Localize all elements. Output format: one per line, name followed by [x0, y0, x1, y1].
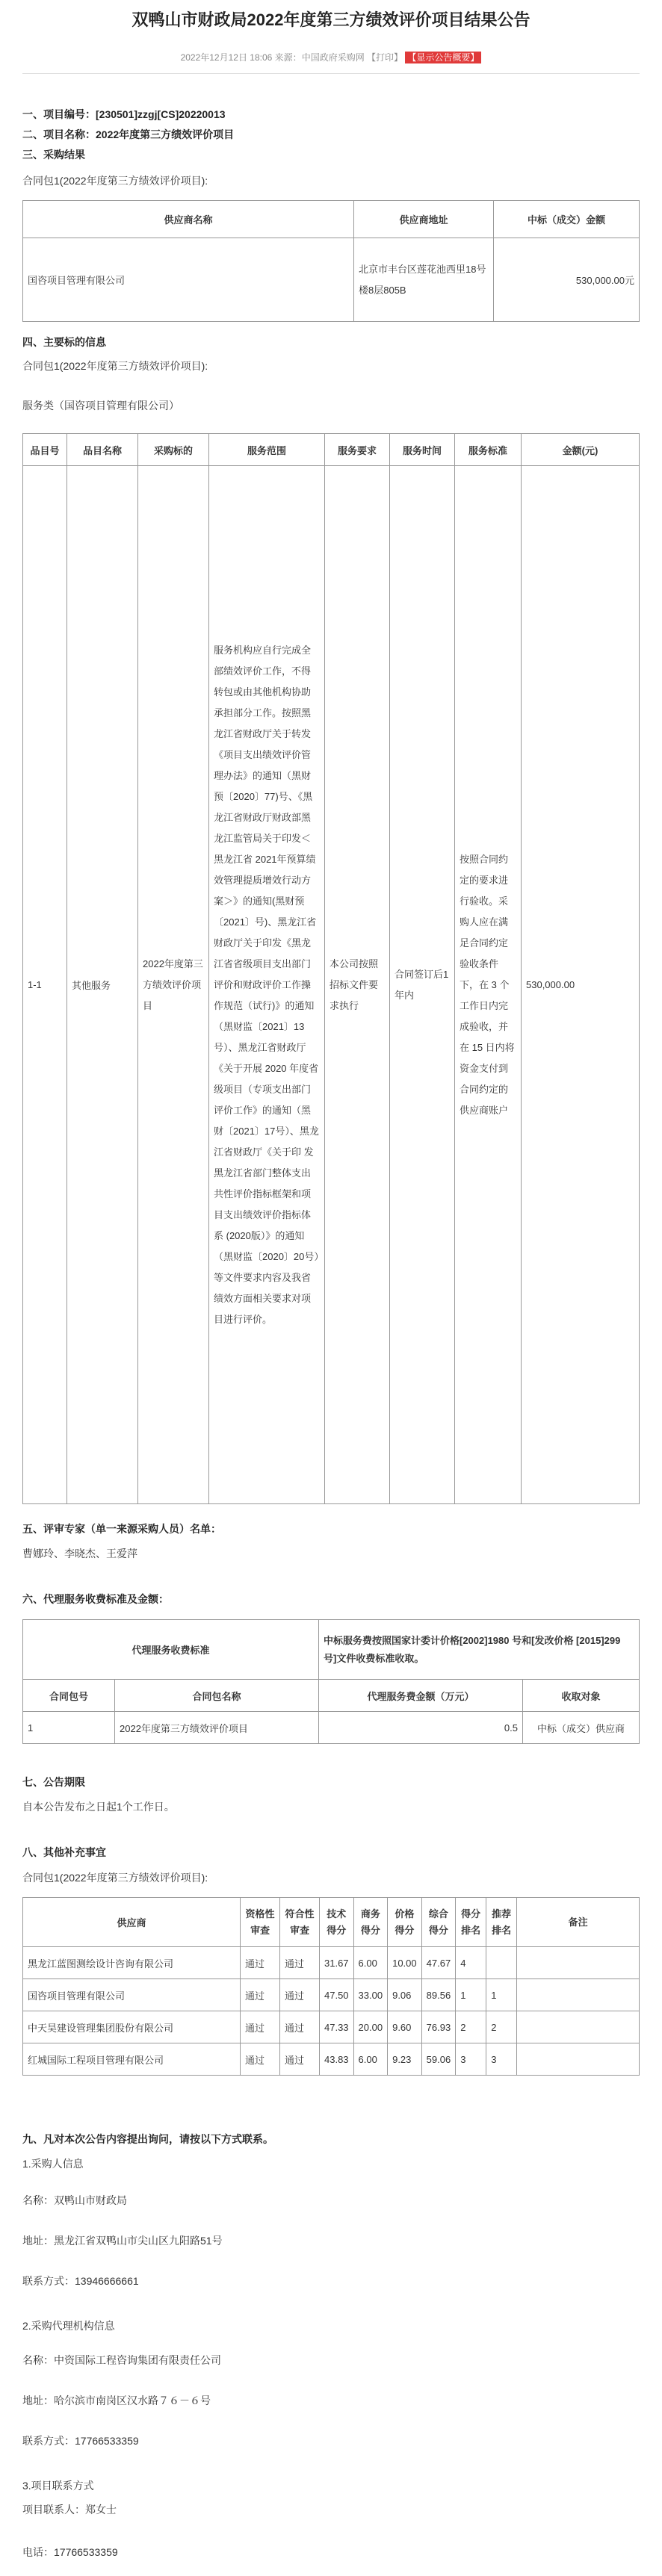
- eval-header-business: 商务得分: [353, 1898, 388, 1947]
- eval-cell: 6.00: [353, 2043, 388, 2076]
- section-title-contact: 九、凡对本次公告内容提出询问，请按以下方式联系。: [22, 2133, 273, 2145]
- eval-cell: 9.06: [388, 1979, 422, 2011]
- eval-cell: 3: [456, 2043, 486, 2076]
- subject-header-target: 采购标的: [138, 434, 209, 466]
- eval-cell: 9.60: [388, 2011, 422, 2043]
- subject-cell-no: 1-1: [23, 466, 67, 1504]
- table-row: [23, 2011, 640, 2043]
- fee-table: [22, 1619, 640, 1744]
- section-title-period: 七、公告期限: [22, 1776, 85, 1788]
- eval-cell: 47.33: [320, 2011, 354, 2043]
- subject-cell-amount: 530,000.00: [522, 466, 640, 1504]
- eval-cell: 59.06: [421, 2043, 456, 2076]
- eval-cell: 通过: [241, 1979, 280, 2011]
- fee-cell-amount: 0.5: [319, 1712, 523, 1744]
- eval-cell: 89.56: [421, 1979, 456, 2011]
- subject-cell-name: 其他服务: [67, 466, 138, 1504]
- section-title-fee: 六、代理服务收费标准及金额：: [22, 1593, 169, 1605]
- eval-cell: 3: [486, 2043, 517, 2076]
- source-label: 来源：: [274, 52, 302, 63]
- fee-cell-package-no: 1: [23, 1712, 115, 1744]
- subject-header-time: 服务时间: [390, 434, 455, 466]
- subject-cell-standard: 按照合同约定的要求进行验收。采购人应在满足合同约定验收条件下，在 3 个工作日内完成验收，并在 15 日内将资金支付到合同约定的供应商账户: [455, 466, 522, 1504]
- buyer-name: 名称：双鸭山市财政局: [22, 2194, 127, 2206]
- eval-cell: 通过: [280, 1979, 320, 2011]
- eval-cell: 中天昊建设管理集团股份有限公司: [23, 2011, 241, 2043]
- subject-package-label: 合同包1(2022年度第三方绩效评价项目):: [22, 360, 208, 372]
- title-divider: [22, 73, 640, 74]
- eval-cell: 47.67: [421, 1947, 456, 1979]
- subject-header-no: 品目号: [23, 434, 67, 466]
- eval-header-total: 综合得分: [421, 1898, 456, 1947]
- project-contact-title: 3.项目联系方式: [22, 2480, 94, 2492]
- project-contact-person: 项目联系人：郑女士: [22, 2504, 117, 2516]
- eval-cell: 黑龙江蓝图测绘设计咨询有限公司: [23, 1947, 241, 1979]
- eval-cell: 2: [456, 2011, 486, 2043]
- eval-header-qualification: 资格性审查: [241, 1898, 280, 1947]
- eval-cell: 6.00: [353, 1947, 388, 1979]
- table-row: [23, 2043, 640, 2076]
- section-title-subject: 四、主要标的信息: [22, 336, 106, 348]
- results-package-label: 合同包1(2022年度第三方绩效评价项目):: [22, 175, 208, 187]
- subject-header-requirement: 服务要求: [325, 434, 390, 466]
- eval-cell: 2: [486, 2011, 517, 2043]
- evaluation-table: [22, 1897, 640, 2076]
- other-package-label: 合同包1(2022年度第三方绩效评价项目):: [22, 1872, 208, 1884]
- eval-header-compliance: 符合性审查: [280, 1898, 320, 1947]
- eval-header-supplier: 供应商: [23, 1898, 241, 1947]
- results-table: [22, 200, 640, 322]
- eval-cell: 通过: [241, 1947, 280, 1979]
- publish-date: 2022年12月12日 18:06: [180, 52, 273, 63]
- table-row: [23, 1979, 640, 2011]
- results-header-amount: 中标（成交）金额: [494, 201, 640, 238]
- subject-cell-target: 2022年度第三方绩效评价项目: [138, 466, 209, 1504]
- page-title: 双鸭山市财政局2022年度第三方绩效评价项目结果公告: [132, 10, 530, 29]
- eval-cell: 43.83: [320, 2043, 354, 2076]
- eval-cell: 10.00: [388, 1947, 422, 1979]
- results-header-supplier: 供应商名称: [23, 201, 354, 238]
- project-contact-phone: 电话：17766533359: [22, 2546, 118, 2558]
- fee-standard-value: 中标服务费按照国家计委计价格[2002]1980 号和[发改价格 [2015]299 号]文件收费标准收取。: [319, 1620, 640, 1680]
- print-link[interactable]: 【打印】: [367, 52, 403, 63]
- eval-cell: 76.93: [421, 2011, 456, 2043]
- eval-cell: [517, 1947, 640, 1979]
- eval-cell: 1: [456, 1979, 486, 2011]
- section-title-results: 三、采购结果: [22, 149, 85, 161]
- results-cell-supplier: 国咨项目管理有限公司: [23, 238, 354, 322]
- section-title-other: 八、其他补充事宜: [22, 1846, 106, 1858]
- eval-cell: [517, 1979, 640, 2011]
- eval-cell: 通过: [280, 2043, 320, 2076]
- experts-names: 曹娜玲、李晓杰、王爱萍: [22, 1548, 137, 1559]
- agency-address: 地址：哈尔滨市南岗区汉水路７６－６号: [22, 2395, 211, 2406]
- subject-cell-time: 合同签订后1年内: [390, 466, 455, 1504]
- eval-cell: 1: [486, 1979, 517, 2011]
- agency-phone: 联系方式：17766533359: [22, 2435, 139, 2447]
- agency-name: 名称：中资国际工程咨询集团有限责任公司: [22, 2354, 221, 2366]
- eval-cell: 4: [456, 1947, 486, 1979]
- results-cell-amount: 530,000.00元: [494, 238, 640, 322]
- eval-cell: 47.50: [320, 1979, 354, 2011]
- eval-header-tech: 技术得分: [320, 1898, 354, 1947]
- fee-header-package-name: 合同包名称: [115, 1680, 319, 1712]
- agency-info-title: 2.采购代理机构信息: [22, 2320, 115, 2332]
- fee-standard-label: 代理服务收费标准: [23, 1620, 319, 1680]
- eval-cell: [517, 2011, 640, 2043]
- table-row: [23, 1947, 640, 1979]
- eval-cell: 31.67: [320, 1947, 354, 1979]
- eval-cell: [486, 1947, 517, 1979]
- subject-header-name: 品目名称: [67, 434, 138, 466]
- results-header-address: 供应商地址: [354, 201, 494, 238]
- subject-cell-scope: 服务机构应自行完成全部绩效评价工作，不得转包或由其他机构协助承担部分工作。按照黑龙江省财政厅关于转发《项目支出绩效评价管理办法》的通知（黑财预〔2020〕77)号、《黑龙江省财政厅财政部黑龙江监管局关于印发＜黑龙江省 2021年预算绩效管理提质增效行动方案＞》的通知(黑财预〔2021〕号)、黑龙江省财政厅关于印发《黑龙江省省级项目支出部门评价和财政评价工作操作规范（试行)》的通知（黑财监〔2021〕13号）、黑龙江省财政厅《关于开展 2020 年度省级项目（专项支出部门评价工作》的通知（黑财〔2021〕17号）、黑龙江省财政厅《关于印 发黑龙江省部门整体支出共性评价指标框架和项目支出绩效评价指标体系 (2020版）》的通知（黑财监〔2020〕20号）等文件要求内容及我省绩效方面相关要求对项目进行评价。: [209, 466, 325, 1504]
- eval-header-score-rank: 得分排名: [456, 1898, 486, 1947]
- fee-cell-package-name: 2022年度第三方绩效评价项目: [115, 1712, 319, 1744]
- section-title-experts: 五、评审专家（单一来源采购人员）名单：: [22, 1523, 221, 1535]
- eval-cell: 通过: [280, 2011, 320, 2043]
- buyer-info-title: 1.采购人信息: [22, 2158, 84, 2170]
- eval-cell: 通过: [241, 2011, 280, 2043]
- subject-cell-requirement: 本公司按照招标文件要求执行: [325, 466, 390, 1504]
- subject-header-standard: 服务标准: [455, 434, 522, 466]
- subject-service-label: 服务类（国咨项目管理有限公司）: [22, 400, 179, 412]
- eval-cell: 33.00: [353, 1979, 388, 2011]
- publish-meta: [0, 51, 662, 63]
- eval-header-remark: 备注: [517, 1898, 640, 1947]
- subject-table: [22, 433, 640, 1504]
- project-name: 二、项目名称：2022年度第三方绩效评价项目: [22, 128, 235, 140]
- subject-header-scope: 服务范围: [209, 434, 325, 466]
- eval-cell: [517, 2043, 640, 2076]
- eval-cell: 20.00: [353, 2011, 388, 2043]
- fee-cell-payer: 中标（成交）供应商: [523, 1712, 640, 1744]
- source-link[interactable]: 中国政府采购网: [301, 52, 365, 63]
- eval-header-price: 价格得分: [388, 1898, 422, 1947]
- period-text: 自本公告发布之日起1个工作日。: [22, 1801, 175, 1813]
- results-cell-address: 北京市丰台区莲花池西里18号楼8层805B: [354, 238, 494, 322]
- eval-cell: 红城国际工程项目管理有限公司: [23, 2043, 241, 2076]
- fee-header-payer: 收取对象: [523, 1680, 640, 1712]
- summary-button[interactable]: 【显示公告概要】: [405, 52, 481, 63]
- eval-cell: 通过: [280, 1947, 320, 1979]
- eval-header-recommend-rank: 推荐排名: [486, 1898, 517, 1947]
- project-number: 一、项目编号：[230501]zzgj[CS]20220013: [22, 108, 226, 120]
- eval-cell: 9.23: [388, 2043, 422, 2076]
- subject-header-amount: 金额(元): [522, 434, 640, 466]
- fee-header-package-no: 合同包号: [23, 1680, 115, 1712]
- buyer-phone: 联系方式：13946666661: [22, 2275, 139, 2287]
- eval-cell: 国咨项目管理有限公司: [23, 1979, 241, 2011]
- buyer-address: 地址：黑龙江省双鸭山市尖山区九阳路51号: [22, 2235, 223, 2247]
- fee-header-amount: 代理服务费金额（万元）: [319, 1680, 523, 1712]
- eval-cell: 通过: [241, 2043, 280, 2076]
